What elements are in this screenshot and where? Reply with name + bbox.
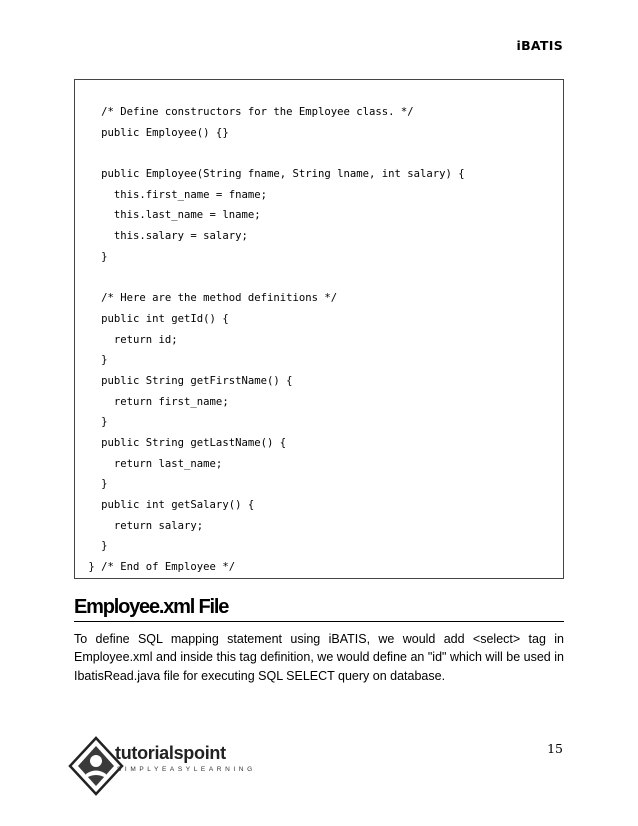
logo-wordmark: tutorialspoint xyxy=(115,743,226,763)
code-line: public Employee() {} xyxy=(82,126,229,139)
code-line: return id; xyxy=(82,333,178,346)
code-line: return first_name; xyxy=(82,395,229,408)
section-heading: Employee.xml File xyxy=(74,596,564,622)
code-line: } xyxy=(82,354,108,367)
code-line: /* Define constructors for the Employee class. */ xyxy=(82,106,414,118)
logo-tagline: SIMPLYEASYLEARNING xyxy=(117,766,256,773)
code-line: } /* End of Employee */ xyxy=(82,561,236,574)
code-line: this.salary = salary; xyxy=(82,230,248,243)
code-line: } xyxy=(82,540,108,553)
code-line: return last_name; xyxy=(82,457,223,470)
code-line: public int getId() { xyxy=(82,312,229,325)
code-listing xyxy=(82,102,465,578)
body-paragraph: To define SQL mapping statement using iBATIS, we would add <select> tag in Employee.xml and inside this tag definition, we would define an "id" which will be used in IbatisRead.java file for executing SQL SELECT query on database. xyxy=(74,632,564,683)
code-line: public int getSalary() { xyxy=(82,499,255,512)
code-line: /* Here are the method definitions */ xyxy=(82,292,338,305)
code-line: public String getFirstName() { xyxy=(82,374,293,387)
code-line: public String getLastName() { xyxy=(82,437,287,449)
code-line: public Employee(String fname, String lname, int salary) { xyxy=(82,168,465,181)
code-line: } xyxy=(82,416,108,429)
code-line: this.last_name = lname; xyxy=(82,209,261,222)
code-line xyxy=(82,268,465,289)
code-block xyxy=(74,79,564,579)
running-header: iBATIS xyxy=(516,38,563,53)
code-line: return salary; xyxy=(82,519,204,532)
code-line: } xyxy=(82,250,108,263)
code-line xyxy=(82,143,465,164)
code-line: this.first_name = fname; xyxy=(82,188,267,201)
code-line: } xyxy=(82,478,108,491)
page-number: 15 xyxy=(547,741,563,756)
